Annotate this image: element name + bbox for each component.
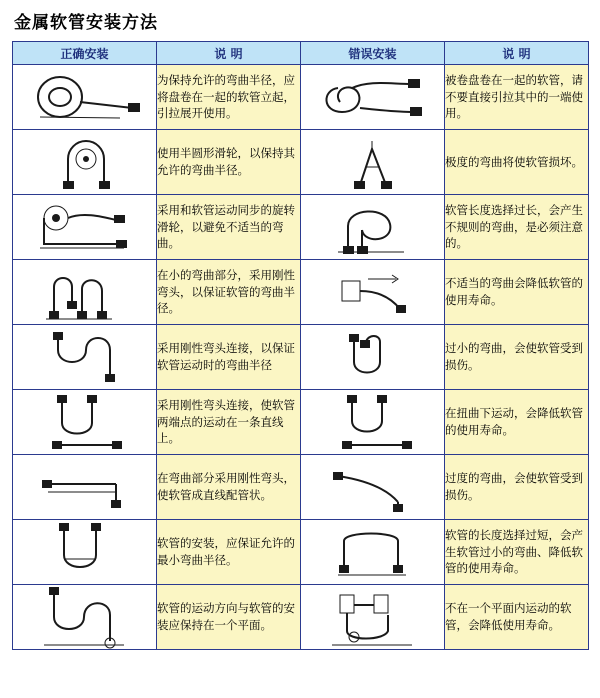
header-correct-install: 正确安装 [13, 42, 157, 65]
wrong-note-text: 软管长度选择过长，会产生不规则的弯曲，是必须注意的。 [445, 195, 589, 260]
header-wrong-note: 说 明 [445, 42, 589, 65]
correct-note-text: 采用刚性弯头连接，以保证软管运动时的弯曲半径 [157, 325, 301, 390]
wrong-note-text: 极度的弯曲将使软管损坏。 [445, 130, 589, 195]
improper-bend-icon [301, 260, 445, 325]
rigid-elbow-straight-line-icon [13, 390, 157, 455]
table-row [13, 260, 589, 325]
rigid-elbow-connection-icon [13, 325, 157, 390]
header-wrong-install: 错误安装 [301, 42, 445, 65]
table-row [13, 130, 589, 195]
different-plane-motion-icon [301, 585, 445, 650]
min-bend-radius-u-icon [13, 520, 157, 585]
table-row [13, 65, 589, 130]
table-row [13, 195, 589, 260]
same-plane-motion-icon [13, 585, 157, 650]
table-row [13, 520, 589, 585]
wrong-note-text: 软管的长度选择过短，会产生软管过小的弯曲、降低软管的使用寿命。 [445, 520, 589, 585]
long-hose-irregular-bend-icon [301, 195, 445, 260]
too-small-bend-icon [301, 325, 445, 390]
table-row [13, 390, 589, 455]
rotating-sheave-chain-icon [13, 195, 157, 260]
torsional-motion-icon [301, 390, 445, 455]
header-correct-note: 说 明 [157, 42, 301, 65]
correct-note-text: 在弯曲部分采用刚性弯头，使软管成直线配管状。 [157, 455, 301, 520]
hose-installation-table [12, 41, 589, 650]
correct-note-text: 采用刚性弯头连接，使软管两端点的运动在一条直线上。 [157, 390, 301, 455]
correct-note-text: 为保持允许的弯曲半径，应将盘卷在一起的软管立起，引拉展开使用。 [157, 65, 301, 130]
table-row [13, 325, 589, 390]
table-header-row [13, 42, 589, 65]
correct-note-text: 使用半圆形滑轮，以保持其允许的弯曲半径。 [157, 130, 301, 195]
sharp-bend-hose-icon [301, 130, 445, 195]
semicircular-sheave-icon [13, 130, 157, 195]
rigid-elbow-small-bend-icon [13, 260, 157, 325]
wrong-note-text: 过小的弯曲，会使软管受到损伤。 [445, 325, 589, 390]
correct-note-text: 软管的安装，应保证允许的最小弯曲半径。 [157, 520, 301, 585]
coiled-hose-pulled-icon [301, 65, 445, 130]
straight-pipe-elbow-icon [13, 455, 157, 520]
wrong-note-text: 过度的弯曲，会使软管受到损伤。 [445, 455, 589, 520]
wrong-note-text: 不在一个平面内运动的软管，会降低使用寿命。 [445, 585, 589, 650]
correct-note-text: 采用和软管运动同步的旋转滑轮，以避免不适当的弯曲。 [157, 195, 301, 260]
page-title: 金属软管安装方法 [14, 13, 158, 33]
excessive-bend-icon [301, 455, 445, 520]
correct-note-text: 在小的弯曲部分，采用刚性弯头，以保证软管的弯曲半径。 [157, 260, 301, 325]
wrong-note-text: 不适当的弯曲会降低软管的使用寿命。 [445, 260, 589, 325]
coiled-hose-upright-icon [13, 65, 157, 130]
table-row [13, 585, 589, 650]
wrong-note-text: 被卷盘卷在一起的软管，请不要直接引拉其中的一端使用。 [445, 65, 589, 130]
table-row [13, 455, 589, 520]
wrong-note-text: 在扭曲下运动，会降低软管的使用寿命。 [445, 390, 589, 455]
too-long-hose-icon [301, 520, 445, 585]
correct-note-text: 软管的运动方向与软管的安装应保持在一个平面。 [157, 585, 301, 650]
